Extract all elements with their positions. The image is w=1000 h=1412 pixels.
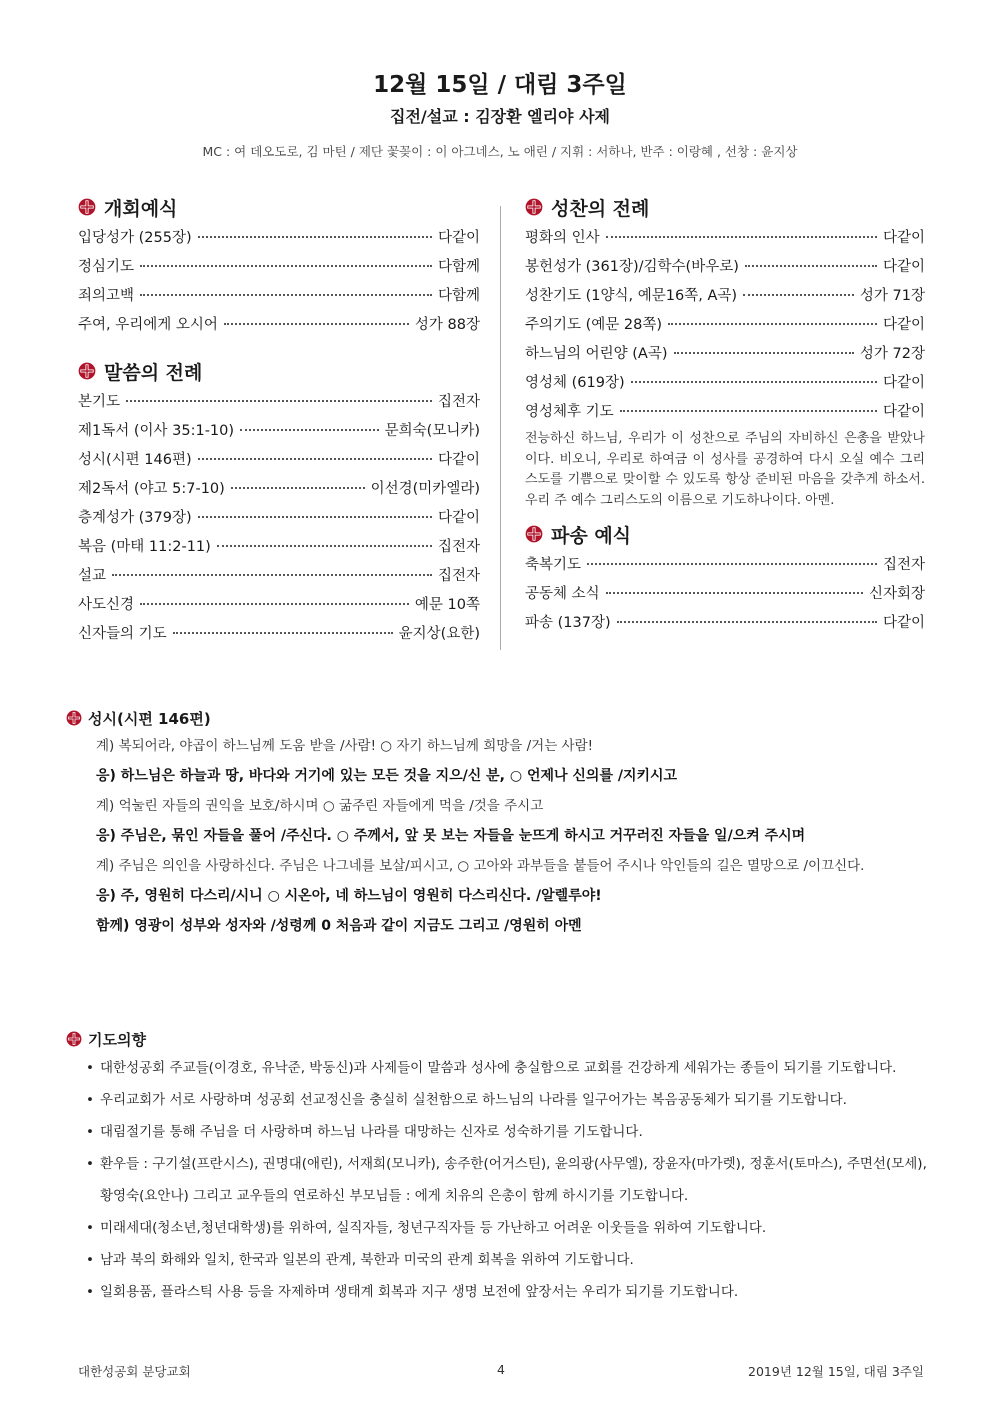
dot-leader: [743, 293, 854, 296]
order-item-value: 다같이: [437, 510, 480, 526]
dot-leader: [631, 380, 877, 383]
order-item: [78, 504, 480, 533]
order-item: [78, 475, 480, 504]
dot-leader: [198, 235, 432, 238]
footer-date: 2019년 12월 15일, 대림 3주일: [748, 1364, 924, 1379]
dot-leader: [198, 515, 432, 518]
order-item-value: 신자회장: [868, 586, 925, 602]
order-item-label: 하느님의 어린양 (A곡): [525, 346, 668, 362]
order-item-label: 입당성가 (255장): [78, 230, 192, 246]
intention-item: • 환우들 : 구기설(프란시스), 권명대(애린), 서재희(모니카), 송주한(어거스틴), 윤의광(사무엘), 장윤자(마가렛), 정훈서(토마스), 주면선(모세), 황영숙(요안나) 그리고 교우들의 연로하신 부모님들 : 에게 치유의 은총이 함께 하시기를 기도합니다.: [86, 1148, 936, 1212]
order-item: [525, 369, 925, 398]
order-item-value: 예문 10쪽: [414, 597, 480, 613]
order-item-label: 축복기도: [525, 557, 582, 573]
psalm-line: 계) 복되어라, 야곱이 하느님께 도움 받을 /사람! ○ 자기 하느님께 희망을 /거는 사람!: [96, 738, 594, 754]
page-number: 4: [497, 1362, 505, 1377]
order-item-label: 제1독서 (이사 35:1-10): [78, 423, 235, 439]
order-item-value: 문희숙(모니카): [384, 423, 480, 439]
order-item-value: 다같이: [882, 317, 925, 333]
psalm-line: 응) 하느님은 하늘과 땅, 바다와 거기에 있는 모든 것을 지으/신 분, ○ 언제나 신의를 /지키시고: [96, 768, 678, 784]
order-item-label: 영성체후 기도: [525, 404, 614, 420]
order-item-label: 제2독서 (야고 5:7-10): [78, 481, 225, 497]
psalm-line: 계) 억눌린 자들의 권익을 보호/하시며 ○ 굶주린 자들에게 먹을 /것을 주시고: [96, 798, 544, 814]
order-item: [78, 388, 480, 417]
order-item-value: 성가 88장: [414, 317, 480, 333]
order-item-value: 다같이: [882, 375, 925, 391]
order-item-label: 본기도: [78, 394, 121, 410]
intentions-title: 기도의향: [88, 1030, 146, 1049]
order-item-value: 다같이: [437, 452, 480, 468]
dot-leader: [606, 235, 877, 238]
order-item-value: 이선경(미카엘라): [370, 481, 480, 497]
order-item-value: 성가 71장: [859, 288, 925, 304]
page-title: 12월 15일 / 대림 3주일: [373, 72, 627, 98]
order-item: [525, 282, 925, 311]
post-communion-prayer: 전능하신 하느님, 우리가 이 성찬으로 주님의 자비하신 은총을 받았나이다. 비오니, 우리로 하여금 이 성사를 공경하여 다시 오실 예수 그리스도를 기쁨으로 맞이할 수 있도록 항상 준비된 마음을 갖추게 하소서. 우리 주 예수 그리스도의 이름으로 기도하나이다. 아멘.: [525, 431, 925, 508]
intention-item: • 대림절기를 통해 주님을 더 사랑하며 하느님 나라를 대망하는 신자로 성숙하기를 기도합니다.: [86, 1116, 936, 1148]
order-item: [525, 311, 925, 340]
order-item-label: 성시(시편 146편): [78, 452, 192, 468]
red-cross-circle-icon: [78, 362, 96, 380]
section-title: 파송 예식: [551, 524, 632, 547]
section-opening: [78, 190, 480, 224]
order-item: [78, 591, 480, 620]
psalm-line: 응) 주, 영원히 다스리/시니 ○ 시온아, 네 하느님이 영원히 다스리신다. /알렐루야!: [96, 888, 602, 904]
order-item: [525, 340, 925, 369]
column-divider: [500, 206, 501, 650]
red-cross-circle-icon: [66, 710, 82, 726]
section-title: 성찬의 전례: [551, 197, 650, 220]
order-item-label: 파송 (137장): [525, 615, 611, 631]
red-cross-circle-icon: [525, 198, 543, 216]
dot-leader: [140, 264, 432, 267]
order-item-label: 사도신경: [78, 597, 135, 613]
order-item-value: 다같이: [882, 230, 925, 246]
intention-item: • 일회용품, 플라스틱 사용 등을 자제하며 생태계 회복과 지구 생명 보전에 앞장서는 우리가 되기를 기도합니다.: [86, 1276, 936, 1308]
dot-leader: [617, 620, 877, 623]
dot-leader: [224, 322, 409, 325]
section-word: [78, 354, 480, 388]
order-item-label: 복음 (마태 11:2-11): [78, 539, 211, 555]
red-cross-circle-icon: [525, 525, 543, 543]
order-item: [525, 609, 925, 638]
order-item-value: 성가 72장: [859, 346, 925, 362]
order-item-value: 다같이: [882, 259, 925, 275]
opening-list: [78, 224, 480, 340]
dismissal-list: [525, 551, 925, 638]
order-item: [78, 253, 480, 282]
section-title: 개회예식: [104, 197, 178, 220]
page-subtitle: 집전/설교 : 김장환 엘리야 사제: [390, 107, 610, 126]
order-item-value: 다함께: [437, 288, 480, 304]
order-item: [78, 562, 480, 591]
order-item: [525, 580, 925, 609]
order-item-label: 신자들의 기도: [78, 626, 167, 642]
order-item-value: 윤지상(요한): [398, 626, 480, 642]
order-item-value: 집전자: [437, 539, 480, 555]
order-item: [525, 224, 925, 253]
order-item-label: 층계성가 (379장): [78, 510, 192, 526]
intentions-heading: [66, 1026, 936, 1052]
dot-leader: [606, 591, 863, 594]
intention-item: • 미래세대(청소년,청년대학생)를 위하여, 실직자들, 청년구직자들 등 가난하고 어려운 이웃들을 위하여 기도합니다.: [86, 1212, 936, 1244]
dot-leader: [231, 486, 365, 489]
order-item-label: 평화의 인사: [525, 230, 600, 246]
order-item-value: 다같이: [882, 404, 925, 420]
order-item-label: 주여, 우리에게 오시어: [78, 317, 218, 333]
order-item: [78, 533, 480, 562]
order-item: [78, 224, 480, 253]
order-item-label: 성찬기도 (1양식, 예문16쪽, A곡): [525, 288, 738, 304]
dot-leader: [240, 428, 379, 431]
intentions-list: [66, 1052, 936, 1308]
order-item-value: 집전자: [437, 394, 480, 410]
psalm-heading: [66, 705, 936, 731]
order-item: [525, 253, 925, 282]
right-column: [525, 190, 925, 638]
red-cross-circle-icon: [66, 1031, 82, 1047]
order-item: [525, 551, 925, 580]
dot-leader: [140, 293, 432, 296]
order-item-value: 다같이: [437, 230, 480, 246]
dot-leader: [587, 562, 877, 565]
section-dismissal: [525, 517, 925, 551]
order-item-value: 다같이: [882, 615, 925, 631]
order-item: [78, 620, 480, 649]
section-eucharist: [525, 190, 925, 224]
dot-leader: [217, 544, 432, 547]
order-item: [78, 311, 480, 340]
service-roles: MC : 여 데오도로, 김 마틴 / 제단 꽃꽂이 : 이 아그네스, 노 애린 / 지휘 : 서하나, 반주 : 이랑혜 , 선창 : 윤지상: [202, 144, 798, 159]
psalm-block: [66, 705, 936, 941]
order-item-label: 정심기도: [78, 259, 135, 275]
order-item: [78, 417, 480, 446]
intentions-block: [66, 1026, 936, 1308]
word-list: [78, 388, 480, 649]
dot-leader: [674, 351, 854, 354]
order-item: [78, 446, 480, 475]
psalm-lines: [66, 731, 936, 941]
order-item-label: 설교: [78, 568, 107, 584]
intention-item: • 대한성공회 주교들(이경호, 유낙준, 박동신)과 사제들이 말씀과 성사에 충실함으로 교회를 건강하게 세워가는 종들이 되기를 기도합니다.: [86, 1052, 936, 1084]
order-item-value: 집전자: [437, 568, 480, 584]
intention-item: • 우리교회가 서로 사랑하며 성공회 선교정신을 충실히 실천함으로 하느님의 나라를 일구어가는 복음공동체가 되기를 기도합니다.: [86, 1084, 936, 1116]
dot-leader: [620, 409, 877, 412]
section-title: 말씀의 전례: [104, 361, 203, 384]
order-item: [525, 398, 925, 427]
psalm-line: 응) 주님은, 묶인 자들을 풀어 /주신다. ○ 주께서, 앞 못 보는 자들을 눈뜨게 하시고 거꾸러진 자들을 일/으켜 주시며: [96, 828, 806, 844]
order-item-label: 영성체 (619장): [525, 375, 625, 391]
psalm-line: 계) 주님은 의인을 사랑하신다. 주님은 나그네를 보살/피시고, ○ 고아와 과부들을 붙들어 주시나 악인들의 길은 멸망으로 /이끄신다.: [96, 858, 865, 874]
left-column: [78, 190, 480, 649]
dot-leader: [173, 631, 393, 634]
dot-leader: [198, 457, 432, 460]
order-item-value: 다함께: [437, 259, 480, 275]
dot-leader: [745, 264, 877, 267]
footer-church: 대한성공회 분당교회: [78, 1364, 191, 1379]
dot-leader: [140, 602, 409, 605]
eucharist-list: [525, 224, 925, 427]
intention-item: • 남과 북의 화해와 일치, 한국과 일본의 관계, 북한과 미국의 관계 회복을 위하여 기도합니다.: [86, 1244, 936, 1276]
dot-leader: [126, 399, 432, 402]
psalm-title: 성시(시편 146편): [88, 709, 211, 728]
psalm-line: 함께) 영광이 성부와 성자와 /성령께 0 처음과 같이 지금도 그리고 /영원히 아멘: [96, 918, 582, 934]
order-item-label: 죄의고백: [78, 288, 135, 304]
order-item-label: 공동체 소식: [525, 586, 600, 602]
order-item-label: 봉헌성가 (361장)/김학수(바우로): [525, 259, 739, 275]
red-cross-circle-icon: [78, 198, 96, 216]
order-item-label: 주의기도 (예문 28쪽): [525, 317, 663, 333]
order-item: [78, 282, 480, 311]
dot-leader: [112, 573, 432, 576]
dot-leader: [668, 322, 877, 325]
order-item-value: 집전자: [882, 557, 925, 573]
